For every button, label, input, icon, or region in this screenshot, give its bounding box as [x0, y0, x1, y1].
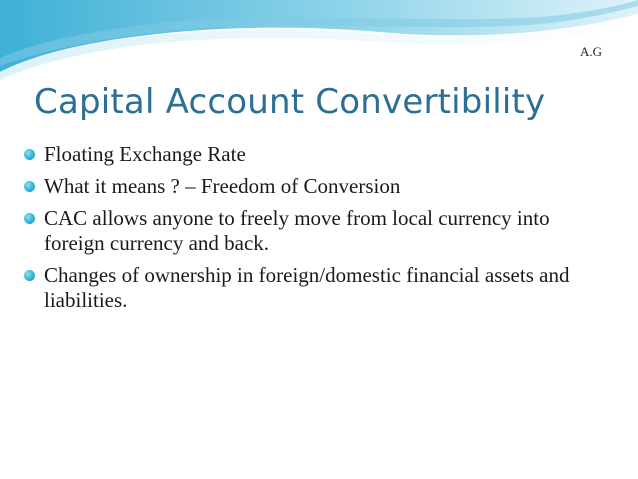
- bullet-dot-icon: [24, 181, 35, 192]
- bullet-dot-icon: [24, 149, 35, 160]
- author-initials: A.G: [579, 44, 602, 59]
- bullet-text: What it means ? – Freedom of Conversion: [44, 174, 401, 198]
- bullet-item: [22, 206, 612, 256]
- slide-title: Capital Account Convertibility: [34, 82, 546, 122]
- header-wave-decoration: [0, 0, 638, 80]
- bullet-item: [22, 142, 612, 167]
- bullet-text: CAC allows anyone to freely move from local currency into foreign currency and back.: [44, 206, 550, 255]
- bullet-dot-icon: [24, 213, 35, 224]
- bullet-text: Floating Exchange Rate: [44, 142, 246, 166]
- bullet-item: [22, 174, 612, 199]
- bullet-item: [22, 263, 612, 313]
- bullet-dot-icon: [24, 270, 35, 281]
- bullet-list: [22, 142, 612, 320]
- bullet-text: Changes of ownership in foreign/domestic financial assets and liabilities.: [44, 263, 570, 312]
